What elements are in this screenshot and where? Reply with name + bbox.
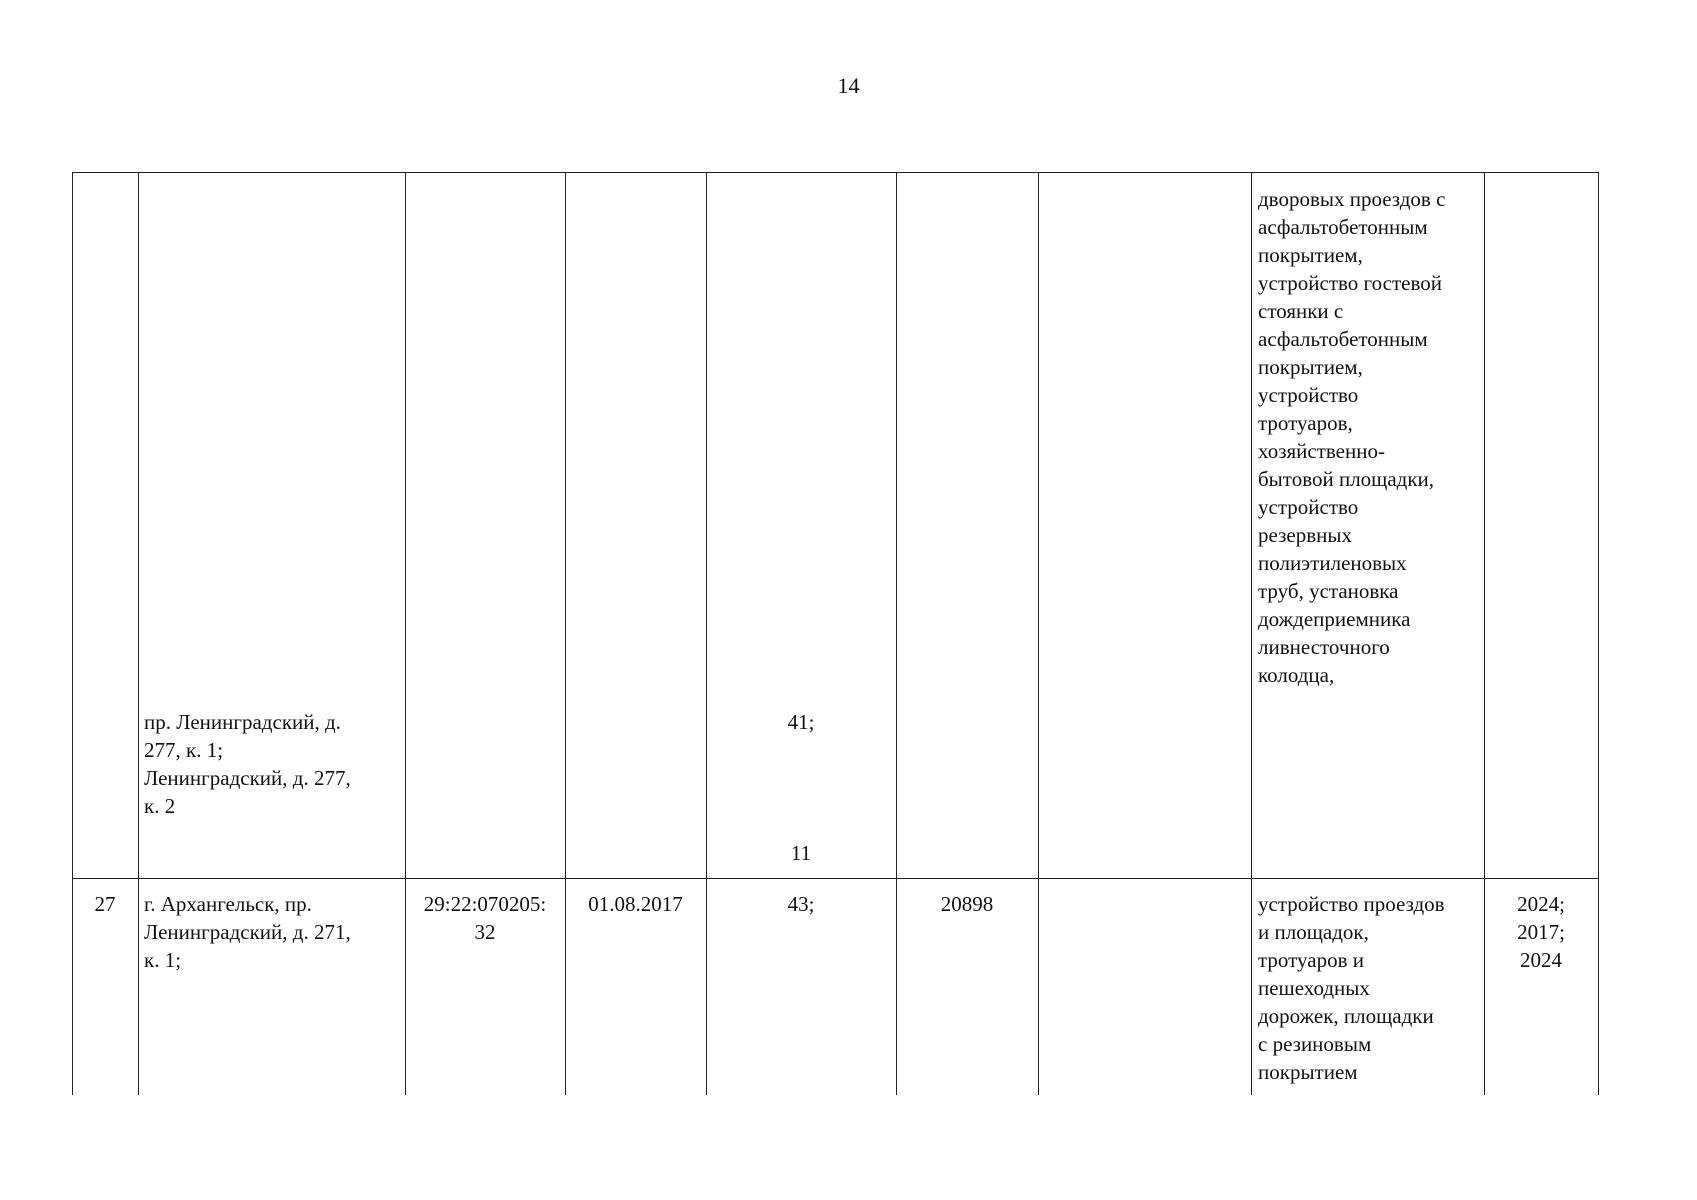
table-cell-works: дворовых проездов с асфальтобетонным покрытием, устройство гостевой стоянки с асфальтобетонным покрытием, устройство тротуаров, хозяйственно- бытовой площадки, устройство резервных полиэтиленовых труб, установка дождеприемника ливнесточного колодца, (1258, 187, 1446, 687)
table-cell-number: 27 (94, 892, 116, 916)
table-cell-address: пр. Ленинградский, д. 277, к. 1; Ленинградский, д. 277, к. 2 (144, 710, 351, 818)
column-border (72, 172, 73, 1095)
column-border (565, 172, 566, 1095)
column-border (1598, 172, 1599, 1095)
page-number: 14 (837, 73, 860, 98)
table-cell-count: 11 (790, 841, 812, 865)
table-cell-count: 43; (787, 892, 815, 916)
table-cell-works: устройство проездов и площадок, тротуаров и пешеходных дорожек, площадки с резиновым покрытием (1258, 892, 1445, 1084)
table-cell-area: 20898 (940, 892, 994, 916)
table-cell-date: 01.08.2017 (588, 892, 683, 916)
column-border (1251, 172, 1252, 1095)
table-top-border (72, 172, 1599, 173)
column-border (706, 172, 707, 1095)
column-border (138, 172, 139, 1095)
column-border (405, 172, 406, 1095)
table-cell-years: 2024; 2017; 2024 (1517, 892, 1565, 972)
row-divider (72, 878, 1599, 879)
table-cell-count: 41; (787, 710, 815, 734)
column-border (1038, 172, 1039, 1095)
table-cell-address: г. Архангельск, пр. Ленинградский, д. 271, к. 1; (144, 892, 351, 972)
column-border (896, 172, 897, 1095)
table-cell-cadastral-number: 29:22:070205: 32 (423, 892, 547, 944)
